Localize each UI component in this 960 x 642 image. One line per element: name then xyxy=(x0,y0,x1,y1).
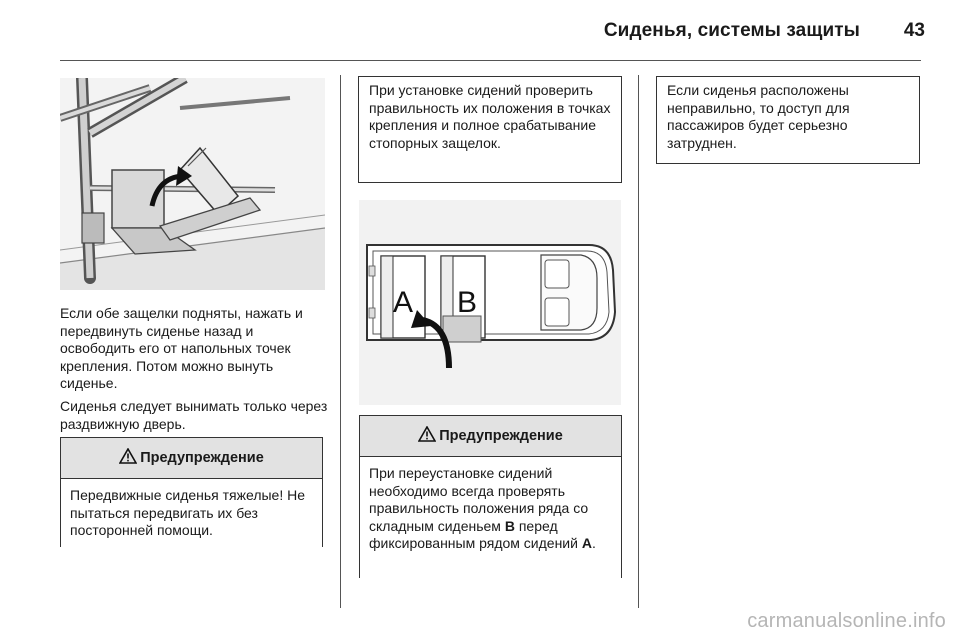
seat-layout-drawing xyxy=(359,200,621,405)
warning-text: Передвижные сиденья тяжелые! Не пытаться передвигать их без посторонней помощи. xyxy=(70,487,306,539)
note-text: Если сиденья расположены неправильно, то доступ для пассажиров будет серьезно затруднен. xyxy=(667,82,850,151)
page-title: Сиденья, системы защиты xyxy=(603,20,860,41)
note-text: При установке сидений проверить правильность их положения в точках крепления и полное срабатывание стопорных защелок. xyxy=(369,82,611,151)
seat-latch-illustration xyxy=(60,78,325,290)
warning-text xyxy=(360,457,621,553)
seat-row-a-label: A xyxy=(392,286,414,319)
watermark: carmanualsonline.info xyxy=(747,610,946,632)
warning-title: Предупреждение xyxy=(439,428,563,444)
warning-text-part-2: перед фиксированным рядом сидений xyxy=(369,517,582,552)
warning-text-part-1: При переустановке сидений необходимо всегда проверять правильность положения ряда со складным сиденьем xyxy=(369,465,589,534)
warning-title: Предупреждение xyxy=(140,450,264,466)
instruction-paragraph-1: Если обе защелки подняты, нажать и передвинуть сиденье назад и освободить его от напольных точек крепления. Потом можно вынуть сиденье. xyxy=(60,305,303,392)
instruction-paragraph-2: Сиденья следует вынимать только через раздвижную дверь. xyxy=(60,398,328,432)
seat-row-b-ref: B xyxy=(504,517,515,534)
seat-row-a-ref: A xyxy=(581,535,592,552)
warning-header xyxy=(360,416,621,457)
warning-triangle-icon xyxy=(119,448,137,468)
column-divider-left xyxy=(340,75,341,608)
column-divider-right xyxy=(638,75,639,608)
warning-header xyxy=(61,438,322,479)
warning-triangle-icon xyxy=(418,426,436,446)
warning-text-part-3: . xyxy=(591,535,596,552)
seat-layout-diagram xyxy=(359,200,621,405)
warning-box-left xyxy=(60,437,323,547)
header-rule xyxy=(60,60,921,61)
warning-box-middle xyxy=(359,415,622,578)
seat-row-b-label: B xyxy=(456,286,478,319)
seat-latch-drawing xyxy=(60,78,325,290)
note-box-right xyxy=(656,76,920,164)
note-box-middle xyxy=(358,76,622,183)
page-number: 43 xyxy=(903,20,925,41)
